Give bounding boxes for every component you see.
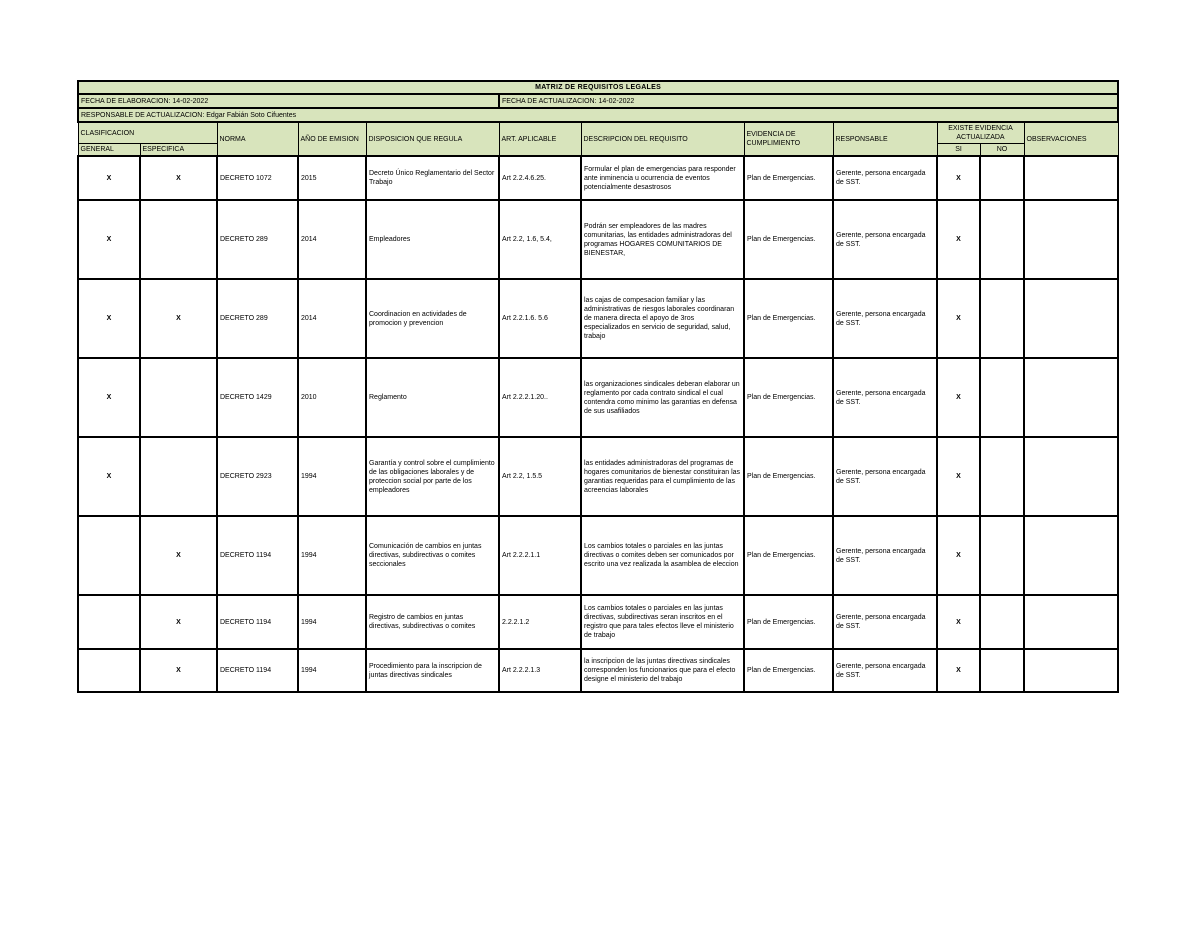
legal-requirements-matrix	[77, 80, 1119, 693]
general-mark: X	[78, 156, 140, 200]
observaciones-cell	[1024, 649, 1118, 692]
responsable-cell: Gerente, persona encargada de SST.	[833, 595, 937, 649]
descripcion-cell: Podrán ser empleadores de las madres comunitarias, las entidades administradoras del programas HOGARES COMUNITARIOS DE BIENESTAR,	[581, 200, 744, 279]
observaciones-cell	[1024, 358, 1118, 437]
especifica-mark: X	[140, 279, 217, 358]
disposicion-cell: Garantía y control sobre el cumplimiento de las obligaciones laborales y de proteccion social por parte de los empleadores	[366, 437, 499, 516]
descripcion-cell: las cajas de compesacion familiar y las administrativas de riesgos laborales coordinaran de manera directa el apoyo de 3ros especializados en servicio de seguridad, salud, trabajo	[581, 279, 744, 358]
header-descripcion: DESCRIPCION DEL REQUISITO	[581, 122, 744, 156]
disposicion-cell: Empleadores	[366, 200, 499, 279]
header-articulo: ART. APLICABLE	[499, 122, 581, 156]
responsable-cell: Gerente, persona encargada de SST.	[833, 279, 937, 358]
general-mark: X	[78, 279, 140, 358]
anio-cell: 2015	[298, 156, 366, 200]
disposicion-cell: Procedimiento para la inscripcion de juntas directivas sindicales	[366, 649, 499, 692]
si-mark: X	[937, 358, 980, 437]
responsable-cell: Gerente, persona encargada de SST.	[833, 358, 937, 437]
table-row	[78, 200, 1118, 279]
header-no: NO	[980, 144, 1024, 157]
header-disposicion: DISPOSICION QUE REGULA	[366, 122, 499, 156]
fecha-elaboracion: FECHA DE ELABORACION: 14-02-2022	[78, 94, 499, 108]
si-mark: X	[937, 595, 980, 649]
descripcion-cell: Los cambios totales o parciales en las juntas directivas o comites deben ser comunicados por escrito una vez realizada la asamblea de eleccion	[581, 516, 744, 595]
header-clasificacion: CLASIFICACION	[78, 122, 217, 144]
especifica-mark	[140, 200, 217, 279]
disposicion-cell: Comunicación de cambios en juntas directivas, subdirectivas o comites seccionales	[366, 516, 499, 595]
norma-cell: DECRETO 1194	[217, 649, 298, 692]
observaciones-cell	[1024, 156, 1118, 200]
norma-cell: DECRETO 1194	[217, 595, 298, 649]
observaciones-cell	[1024, 200, 1118, 279]
evidencia-cell: Plan de Emergencias.	[744, 516, 833, 595]
header-observaciones: OBSERVACIONES	[1024, 122, 1118, 156]
norma-cell: DECRETO 289	[217, 200, 298, 279]
descripcion-cell: la inscripcion de las juntas directivas sindicales corresponden los funcionarios que para el efecto designe el ministerio del trabajo	[581, 649, 744, 692]
articulo-cell: Art 2.2.2.1.20..	[499, 358, 581, 437]
no-mark	[980, 156, 1024, 200]
especifica-mark	[140, 358, 217, 437]
responsable-cell: Gerente, persona encargada de SST.	[833, 437, 937, 516]
articulo-cell: 2.2.2.1.2	[499, 595, 581, 649]
responsable-cell: Gerente, persona encargada de SST.	[833, 516, 937, 595]
table-row	[78, 156, 1118, 200]
especifica-mark: X	[140, 649, 217, 692]
evidencia-cell: Plan de Emergencias.	[744, 649, 833, 692]
descripcion-cell: Los cambios totales o parciales en las juntas directivas, subdirectivas seran inscritos en el registro que para tales efectos lleve el ministerio de trabajo	[581, 595, 744, 649]
articulo-cell: Art 2.2, 1.6, 5.4,	[499, 200, 581, 279]
responsable-cell: Gerente, persona encargada de SST.	[833, 649, 937, 692]
observaciones-cell	[1024, 279, 1118, 358]
general-mark	[78, 516, 140, 595]
anio-cell: 2014	[298, 279, 366, 358]
evidencia-cell: Plan de Emergencias.	[744, 437, 833, 516]
table-row	[78, 279, 1118, 358]
no-mark	[980, 516, 1024, 595]
articulo-cell: Art 2.2.2.1.3	[499, 649, 581, 692]
no-mark	[980, 200, 1024, 279]
table-row	[78, 516, 1118, 595]
no-mark	[980, 595, 1024, 649]
disposicion-cell: Coordinacion en actividades de promocion y prevencion	[366, 279, 499, 358]
evidencia-cell: Plan de Emergencias.	[744, 279, 833, 358]
especifica-mark: X	[140, 595, 217, 649]
table-row	[78, 437, 1118, 516]
evidencia-cell: Plan de Emergencias.	[744, 200, 833, 279]
descripcion-cell: las organizaciones sindicales deberan elaborar un reglamento por cada contrato sindical el cual contendra como minimo las garantias en defensa de sus usafiliados	[581, 358, 744, 437]
si-mark: X	[937, 516, 980, 595]
anio-cell: 1994	[298, 595, 366, 649]
norma-cell: DECRETO 1072	[217, 156, 298, 200]
norma-cell: DECRETO 2923	[217, 437, 298, 516]
matrix-rows	[78, 156, 1118, 692]
descripcion-cell: las entidades administradoras del programas de hogares comunitarios de bienestar constituiran las garantias requeridas para el cumplimiento de las acreencias laborales	[581, 437, 744, 516]
header-evidencia: EVIDENCIA DE CUMPLIMIENTO	[744, 122, 833, 156]
general-mark	[78, 595, 140, 649]
norma-cell: DECRETO 1194	[217, 516, 298, 595]
si-mark: X	[937, 437, 980, 516]
evidencia-cell: Plan de Emergencias.	[744, 358, 833, 437]
header-responsable: RESPONSABLE	[833, 122, 937, 156]
especifica-mark: X	[140, 156, 217, 200]
no-mark	[980, 649, 1024, 692]
responsable-actualizacion: RESPONSABLE DE ACTUALIZACION: Edgar Fabián Soto Cifuentes	[78, 108, 1118, 122]
responsable-cell: Gerente, persona encargada de SST.	[833, 200, 937, 279]
si-mark: X	[937, 649, 980, 692]
si-mark: X	[937, 279, 980, 358]
si-mark: X	[937, 156, 980, 200]
general-mark: X	[78, 200, 140, 279]
evidencia-cell: Plan de Emergencias.	[744, 156, 833, 200]
header-especifica: ESPECIFICA	[140, 144, 217, 157]
matrix-title: MATRIZ DE REQUISITOS LEGALES	[78, 81, 1118, 94]
responsable-cell: Gerente, persona encargada de SST.	[833, 156, 937, 200]
table-row	[78, 649, 1118, 692]
header-existe-evidencia: EXISTE EVIDENCIA ACTUALIZADA	[937, 122, 1024, 144]
disposicion-cell: Reglamento	[366, 358, 499, 437]
observaciones-cell	[1024, 437, 1118, 516]
observaciones-cell	[1024, 595, 1118, 649]
fecha-actualizacion: FECHA DE ACTUALIZACION: 14-02-2022	[499, 94, 1118, 108]
si-mark: X	[937, 200, 980, 279]
header-general: GENERAL	[78, 144, 140, 157]
observaciones-cell	[1024, 516, 1118, 595]
no-mark	[980, 279, 1024, 358]
articulo-cell: Art 2.2, 1.5.5	[499, 437, 581, 516]
disposicion-cell: Decreto Único Reglamentario del Sector Trabajo	[366, 156, 499, 200]
especifica-mark: X	[140, 516, 217, 595]
general-mark: X	[78, 358, 140, 437]
no-mark	[980, 358, 1024, 437]
especifica-mark	[140, 437, 217, 516]
general-mark	[78, 649, 140, 692]
articulo-cell: Art 2.2.4.6.25.	[499, 156, 581, 200]
anio-cell: 1994	[298, 516, 366, 595]
articulo-cell: Art 2.2.2.1.1	[499, 516, 581, 595]
evidencia-cell: Plan de Emergencias.	[744, 595, 833, 649]
general-mark: X	[78, 437, 140, 516]
norma-cell: DECRETO 289	[217, 279, 298, 358]
anio-cell: 2010	[298, 358, 366, 437]
table-row	[78, 358, 1118, 437]
header-norma: NORMA	[217, 122, 298, 156]
anio-cell: 1994	[298, 437, 366, 516]
anio-cell: 2014	[298, 200, 366, 279]
anio-cell: 1994	[298, 649, 366, 692]
no-mark	[980, 437, 1024, 516]
header-si: SI	[937, 144, 980, 157]
norma-cell: DECRETO 1429	[217, 358, 298, 437]
table-row	[78, 595, 1118, 649]
articulo-cell: Art 2.2.1.6. 5.6	[499, 279, 581, 358]
disposicion-cell: Registro de cambios en juntas directivas, subdirectivas o comites	[366, 595, 499, 649]
header-anio: AÑO DE EMISION	[298, 122, 366, 156]
descripcion-cell: Formular el plan de emergencias para responder ante inminencia u ocurrencia de eventos potencialmente desastrosos	[581, 156, 744, 200]
